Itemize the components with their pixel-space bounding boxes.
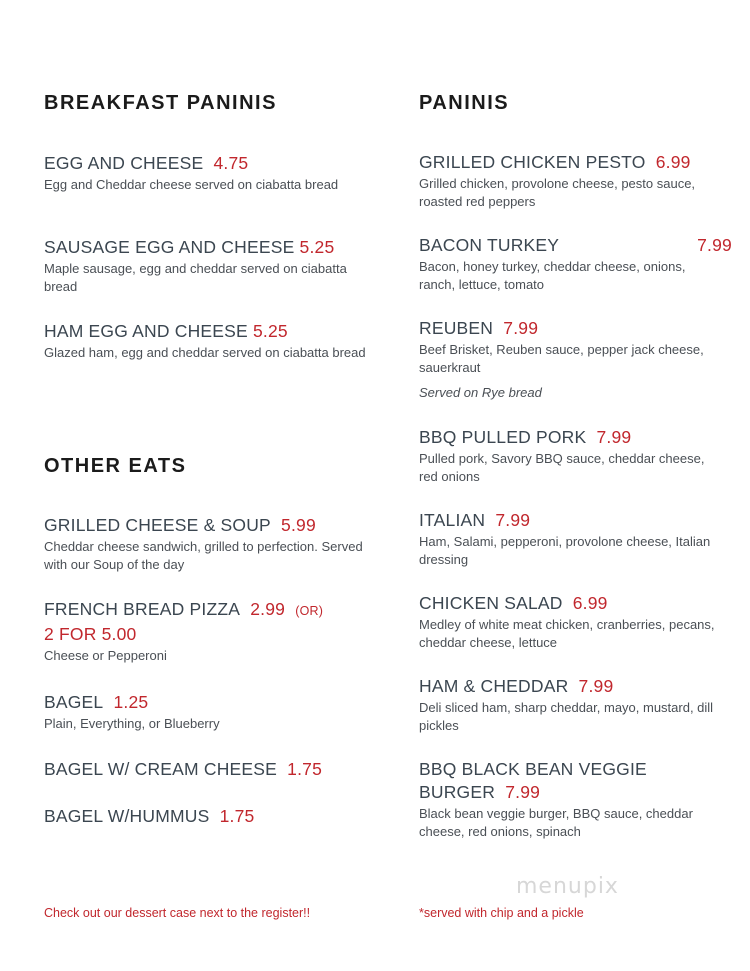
dessert-footer-note: Check out our dessert case next to the register!! [44, 906, 311, 920]
breakfast-paninis-heading: BREAKFAST PANINIS [44, 92, 277, 114]
chip-pickle-footer-note: *served with chip and a pickle [419, 906, 584, 920]
item-name: BACON TURKEY [419, 235, 560, 255]
menu-item [419, 317, 719, 400]
menu-item [44, 152, 374, 194]
menu-item [44, 758, 374, 781]
menu-item [44, 598, 374, 665]
item-name: BAGEL [44, 692, 104, 712]
item-name: BAGEL W/HUMMUS [44, 806, 210, 826]
item-name: SAUSAGE EGG AND CHEESE [44, 237, 295, 257]
item-name: FRENCH BREAD PIZZA [44, 599, 241, 619]
or-label: (OR) [295, 604, 324, 618]
item-description: Bacon, honey turkey, cheddar cheese, onions, ranch, lettuce, tomato [419, 259, 686, 292]
item-description: Cheese or Pepperoni [44, 648, 167, 663]
item-name: BBQ BLACK BEAN VEGGIE [419, 759, 647, 779]
item-name: HAM & CHEDDAR [419, 676, 569, 696]
item-description: Black bean veggie burger, BBQ sauce, cheddar cheese, red onions, spinach [419, 806, 693, 839]
item-description: Pulled pork, Savory BBQ sauce, cheddar cheese, red onions [419, 451, 705, 484]
item-description: Glazed ham, egg and cheddar served on ciabatta bread [44, 345, 366, 360]
item-price: 5.25 [252, 321, 288, 341]
item-price: 7.99 [578, 676, 614, 696]
item-price: 7.99 [505, 782, 541, 802]
item-price: 7.99 [596, 427, 632, 447]
item-name-cont: BURGER [419, 782, 496, 802]
menu-item [44, 691, 374, 733]
menu-item [419, 758, 719, 841]
item-price: 2.99 [250, 599, 286, 619]
menu-item [419, 509, 719, 569]
menu-item [419, 592, 719, 652]
item-name: ITALIAN [419, 510, 486, 530]
item-description: Grilled chicken, provolone cheese, pesto sauce, roasted red peppers [419, 176, 696, 209]
item-note: Served on Rye bread [419, 385, 542, 400]
item-description: Cheddar cheese sandwich, grilled to perfection. Served with our Soup of the day [44, 539, 363, 572]
menu-item [44, 236, 374, 296]
menu-item [419, 234, 732, 294]
item-description: Egg and Cheddar cheese served on ciabatta bread [44, 177, 339, 192]
menu-item [419, 675, 719, 735]
item-price: 1.25 [113, 692, 149, 712]
item-description: Beef Brisket, Reuben sauce, pepper jack cheese, sauerkraut [419, 342, 704, 375]
item-price: 5.25 [299, 237, 335, 257]
item-name: BAGEL W/ CREAM CHEESE [44, 759, 278, 779]
item-price: 5.99 [281, 515, 316, 535]
item-name: GRILLED CHEESE & SOUP [44, 515, 271, 535]
item-price: 1.75 [287, 759, 323, 779]
menu-item [44, 805, 374, 828]
item-price: 7.99 [495, 510, 531, 530]
paninis-heading: PANINIS [419, 92, 510, 114]
item-price: 1.75 [219, 806, 255, 826]
item-price: 4.75 [213, 153, 249, 173]
item-name: REUBEN [419, 318, 494, 338]
item-price-alt: 2 FOR 5.00 [44, 624, 137, 644]
item-price: 6.99 [572, 593, 608, 613]
menu-item [419, 426, 719, 486]
item-description: Ham, Salami, pepperoni, provolone cheese, Italian dressing [419, 534, 711, 567]
item-description: Plain, Everything, or Blueberry [44, 716, 220, 731]
menu-item [44, 514, 374, 574]
other-eats-heading: OTHER EATS [44, 455, 187, 477]
item-price: 7.99 [503, 318, 539, 338]
item-price: 6.99 [655, 152, 691, 172]
item-name: BBQ PULLED PORK [419, 427, 587, 447]
item-name: HAM EGG AND CHEESE [44, 321, 248, 341]
item-name: EGG AND CHEESE [44, 153, 204, 173]
item-name: CHICKEN SALAD [419, 593, 563, 613]
menu-item [419, 151, 719, 211]
item-price: 7.99 [697, 235, 732, 255]
item-description: Deli sliced ham, sharp cheddar, mayo, mustard, dill pickles [419, 700, 714, 733]
menupix-watermark: menupix [516, 874, 619, 899]
item-description: Maple sausage, egg and cheddar served on ciabatta bread [44, 261, 347, 294]
item-name: GRILLED CHICKEN PESTO [419, 152, 646, 172]
menu-item [44, 320, 374, 362]
item-description: Medley of white meat chicken, cranberries, pecans, cheddar cheese, lettuce [419, 617, 715, 650]
